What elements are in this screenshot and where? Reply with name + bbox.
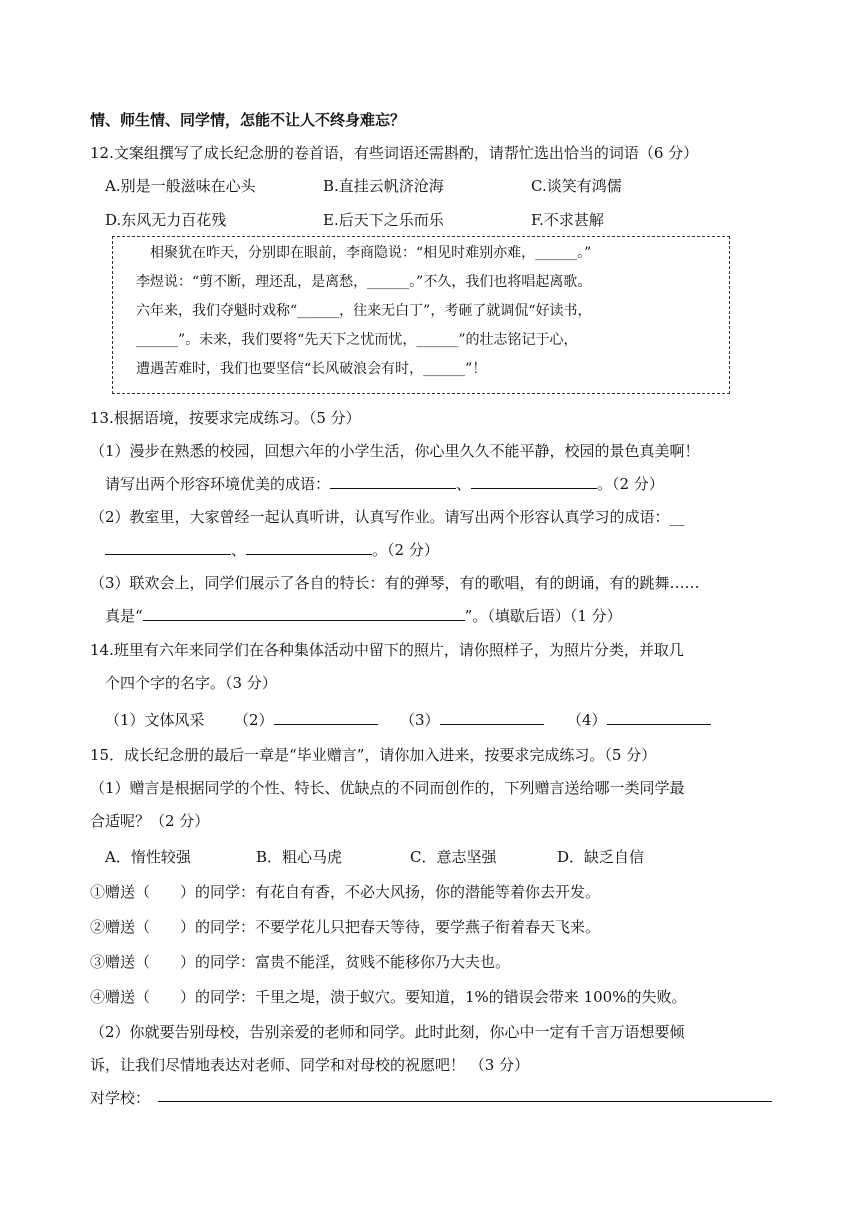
q13-part3-line2 bbox=[105, 606, 622, 626]
q15-choice-b: B．粗心马虎 bbox=[256, 848, 343, 866]
q15-item-3: ③赠送（ ）的同学：富贵不能淫，贫贱不能移你乃大夫也。 bbox=[90, 953, 511, 971]
q12-passage-line-5: 遭遇苦难时，我们也要坚信“长风破浪会有时，______”！ bbox=[136, 361, 487, 377]
q15-item-4: ④赠送（ ）的同学：千里之堤，溃于蚁穴。要知道，1%的错误会带来 100%的失败。 bbox=[90, 988, 687, 1006]
q15-choice-d: D．缺乏自信 bbox=[557, 848, 645, 866]
q15-choice-a: A．惰性较强 bbox=[105, 848, 191, 866]
q13-part2-line1: （2）教室里，大家曾经一起认真听讲，认真写作业。请写出两个形容认真学习的成语：__ bbox=[90, 508, 685, 526]
q15-part2-line2: 诉，让我们尽情地表达对老师、同学和对母校的祝愿吧！ （3 分） bbox=[90, 1056, 530, 1074]
q14-answer-blank-2[interactable] bbox=[274, 710, 378, 725]
q13-part3-prefix: 真是“ bbox=[105, 607, 143, 625]
q12-option-a: A.别是一般滋味在心头 bbox=[105, 177, 256, 195]
q12-passage-line-2: 李煜说：“剪不断，理还乱，是离愁，______。”不久，我们也将唱起离歌。 bbox=[136, 274, 592, 290]
q15-part2-line1: （2）你就要告别母校，告别亲爱的老师和同学。此时此刻，你心中一定有千言万语想要倾 bbox=[90, 1023, 685, 1041]
q12-passage-line-4: ______”。未来，我们要将“先天下之忧而忧，______”的壮志铭记于心， bbox=[136, 332, 578, 348]
q13-part3-line1: （3）联欢会上，同学们展示了各自的特长：有的弹琴，有的歌唱，有的朗诵，有的跳舞…… bbox=[90, 574, 700, 592]
q15-stem: 15．成长纪念册的最后一章是“毕业赠言”，请你加入进来，按要求完成练习。（5 分） bbox=[90, 746, 657, 764]
q14-example: （1）文体风采 bbox=[105, 711, 205, 729]
q14-item-3-label: （3） bbox=[400, 711, 440, 729]
q13-answer-blank-4[interactable] bbox=[246, 540, 372, 555]
q13-part2-score: 。（2 分） bbox=[372, 541, 439, 559]
q12-passage-line-3: 六年来，我们夺魁时戏称“______，往来无白丁”，考砸了就调侃“好读书， bbox=[136, 303, 592, 319]
q14-stem-line1: 14.班里有六年来同学们在各种集体活动中留下的照片，请你照样子，为照片分类，并取几 bbox=[90, 641, 684, 659]
q12-option-d: D.东风无力百花残 bbox=[105, 211, 227, 229]
q12-option-c: C.谈笑有鸿儒 bbox=[531, 177, 622, 195]
q13-part2-separator: 、 bbox=[231, 541, 247, 559]
q12-option-f: F.不求甚解 bbox=[531, 211, 604, 229]
q14-item-3 bbox=[400, 710, 544, 730]
q15-item-1: ①赠送（ ）的同学：有花自有香，不必大风扬，你的潜能等着你去开发。 bbox=[90, 883, 601, 901]
q13-part1-line2 bbox=[105, 474, 664, 494]
q12-passage-line-1: 相聚犹在昨天，分别即在眼前，李商隐说：“相见时难别亦难，______。” bbox=[150, 245, 592, 261]
q13-part1-prompt: 请写出两个形容环境优美的成语： bbox=[105, 475, 331, 493]
q15-to-school-answer-line[interactable] bbox=[158, 1101, 772, 1102]
q14-stem-line2: 个四个字的名字。（3 分） bbox=[105, 674, 277, 692]
q14-item-2 bbox=[234, 710, 378, 730]
q13-part1-line1: （1）漫步在熟悉的校园，回想六年的小学生活，你心里久久不能平静，校园的景色真美啊！ bbox=[90, 442, 700, 460]
q14-item-4 bbox=[567, 710, 711, 730]
q12-stem: 12.文案组撰写了成长纪念册的卷首语，有些词语还需斟酌，请帮忙选出恰当的词语（6 分） bbox=[90, 144, 699, 162]
q13-part2-line2 bbox=[105, 540, 439, 560]
q13-answer-blank-2[interactable] bbox=[471, 474, 597, 489]
q14-item-2-label: （2） bbox=[234, 711, 274, 729]
q14-item-4-label: （4） bbox=[567, 711, 607, 729]
q13-answer-blank-3[interactable] bbox=[105, 540, 231, 555]
intro-line: 情、师生情、同学情，怎能不让人不终身难忘？ bbox=[90, 111, 406, 129]
q15-part1-line1: （1）赠言是根据同学的个性、特长、优缺点的不同而创作的，下列赠言送给哪一类同学最 bbox=[90, 779, 685, 797]
q12-option-e: E.后天下之乐而乐 bbox=[323, 211, 444, 229]
q13-part1-score: 。（2 分） bbox=[597, 475, 664, 493]
q15-to-school-label: 对学校： bbox=[90, 1089, 151, 1107]
q13-stem: 13.根据语境，按要求完成练习。（5 分） bbox=[90, 409, 361, 427]
q12-option-b: B.直挂云帆济沧海 bbox=[323, 177, 444, 195]
q15-item-2: ②赠送（ ）的同学：不要学花儿只把春天等待，要学燕子衔着春天飞来。 bbox=[90, 918, 601, 936]
q14-answer-blank-4[interactable] bbox=[607, 710, 711, 725]
q14-answer-blank-3[interactable] bbox=[440, 710, 544, 725]
q13-answer-blank-5[interactable] bbox=[143, 606, 465, 621]
q13-answer-blank-1[interactable] bbox=[330, 474, 456, 489]
q13-part1-separator: 、 bbox=[456, 475, 472, 493]
q13-part3-suffix: ”。（填歇后语）（1 分） bbox=[464, 607, 622, 625]
q15-part1-line2: 合适呢？（2 分） bbox=[90, 812, 210, 830]
q15-choice-c: C．意志坚强 bbox=[410, 848, 497, 866]
